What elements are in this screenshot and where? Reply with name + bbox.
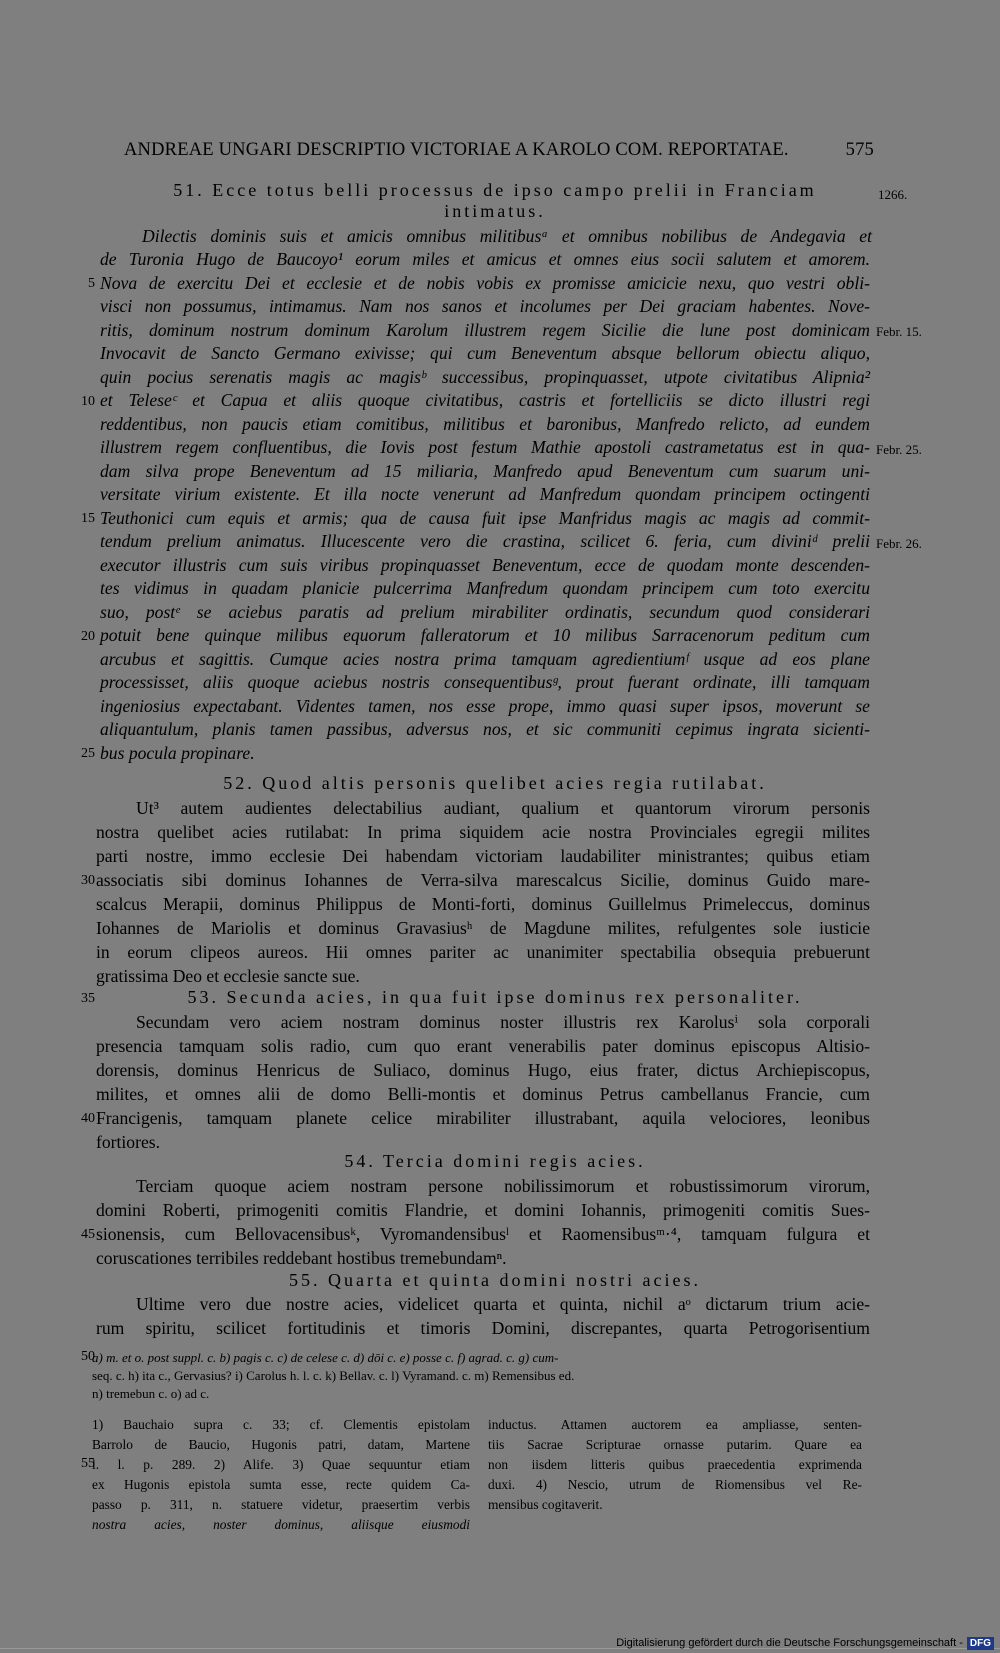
line-number: 50 xyxy=(81,1349,95,1364)
text-line: tes vidimus in quadam planicie pulcerrima Manfredum quondam principem cum toto exercitu xyxy=(100,578,870,598)
line-number: 25 xyxy=(81,746,95,761)
text-line: Iohannes de Mariolis et dominus Gravasiusʰ de Magdune milites, refulgentes sole iusticie xyxy=(96,918,870,938)
text-line: Dilectis dominis suis et amicis omnibus militibusᵃ et omnibus nobilibus de Andegavia et xyxy=(142,226,872,246)
line-number: 10 xyxy=(81,394,95,409)
text-line: ingeniosius expectabant. Videntes tamen, nos esse prope, immo quasi super ipsos, moverunt se xyxy=(100,696,870,716)
year-margin-note: 1266. xyxy=(878,187,908,202)
page-number: 575 xyxy=(845,140,874,160)
text-line: scalcus Merapii, dominus Philippus de Monti-forti, dominus Guillelmus Primeleccus, dominus xyxy=(96,894,870,914)
text-line: Ultime vero due nostre acies, videlicet quarta et quinta, nichil aᵒ dictarum trium acie- xyxy=(136,1294,870,1314)
text-line: parti nostre, immo ecclesie Dei habendam victoriam laudabiliter ministrantes; quibus etiam xyxy=(96,846,870,866)
line-number: 30 xyxy=(81,873,95,888)
section-heading-54: 54. Tercia domini regis acies. xyxy=(344,1151,646,1171)
footnote-line: mensibus cogitaverit. xyxy=(488,1497,603,1512)
text-line: fortiores. xyxy=(96,1132,161,1152)
text-line: coruscationes terribiles reddebant hostibus tremebundamⁿ. xyxy=(96,1248,507,1268)
footnote-line: l. l. p. 289. 2) Alife. 3) Quae sequuntur etiam xyxy=(92,1457,470,1472)
section-heading-52: 52. Quod altis personis quelibet acies regia rutilabat. xyxy=(223,773,767,793)
line-number: 35 xyxy=(81,991,95,1006)
text-line: tendum prelium animatus. Illucescente vero die crastina, scilicet 6. feria, cum diviniᵈ prelii xyxy=(100,531,870,551)
text-line: suo, postᵉ se aciebus paratis ad prelium mirabiliter ordinatis, secundum quod considerari xyxy=(100,602,870,622)
section-heading-51: 51. Ecce totus belli processus de ipso campo prelii in Franciam xyxy=(173,180,817,200)
line-number: 55 xyxy=(81,1456,95,1471)
text-line: executor illustris cum suis viribus propinquasset Beneventum, ecce de quodam monte descenden- xyxy=(100,555,870,575)
text-line: arcubus et sagittis. Cumque acies nostra prima tamquam agredientiumᶠ usque ad eos plane xyxy=(100,649,870,669)
footnote-line: non iisdem litteris quibus praecedentia exprimenda xyxy=(488,1457,862,1472)
text-line: Francigenis, tamquam planete celice mirabiliter illustrabant, aquila velociores, leonibus xyxy=(96,1108,870,1128)
variant-apparatus-line: n) tremebun c. o) ad c. xyxy=(92,1386,210,1401)
running-title: ANDREAE UNGARI DESCRIPTIO VICTORIAE A KAROLO COM. REPORTATAE. xyxy=(124,140,789,160)
line-number: 5 xyxy=(88,276,95,291)
footnote-line: 1) Bauchaio supra c. 33; cf. Clementis epistolam xyxy=(92,1417,470,1432)
section-heading-55: 55. Quarta et quinta domini nostri acies. xyxy=(289,1270,701,1290)
text-line: Invocavit de Sancto Germano exivisse; qui cum Beneventum absque bellorum obiectu aliquo, xyxy=(100,343,870,363)
date-margin-note: Febr. 26. xyxy=(876,536,922,551)
running-header xyxy=(124,140,874,161)
section-heading-53: 53. Secunda acies, in qua fuit ipse dominus rex personaliter. xyxy=(187,987,803,1007)
text-line: milites, et omnes alii de domo Belli-montis et dominus Petrus cambellanus Francie, cum xyxy=(96,1084,870,1104)
funding-note xyxy=(616,1637,994,1650)
footnote-line: inductus. Attamen auctorem ea ampliasse, senten- xyxy=(488,1417,862,1432)
dfg-logo: DFG xyxy=(967,1637,994,1650)
text-line: Nova de exercitu Dei et ecclesie et de nobis vobis ex promisse amicicie nexu, quo vestri obli- xyxy=(100,273,870,293)
text-line: Ut³ autem audientes delectabilius audiant, qualium et quantorum virorum personis xyxy=(136,798,870,818)
footnote-line: ex Hugonis epistola sumta esse, recte quidem Ca- xyxy=(92,1477,470,1492)
text-line: rum spiritu, scilicet fortitudinis et timoris Domini, discrepantes, quarta Petrogorisentium xyxy=(96,1318,870,1338)
text-line: bus pocula propinare. xyxy=(100,743,255,763)
text-line: versitate virium existente. Et illa nocte venerunt ad Manfredum quondam principem octingenti xyxy=(100,484,870,504)
footnote-line: duxi. 4) Nescio, utrum de Riomensibus vel Re- xyxy=(488,1477,862,1492)
text-line: reddentibus, non paucis etiam comitibus, militibus et baronibus, Manfredo relicto, ad eundem xyxy=(100,414,870,434)
section-heading-51-cont: intimatus. xyxy=(444,201,546,221)
variant-apparatus-line: seq. c. h) ita c., Gervasius? i) Carolus h. l. c. k) Bellav. c. l) Vyramand. c. m) Remensibus ed. xyxy=(92,1368,575,1383)
text-line: Teuthonici cum equis et armis; qua de causa fuit ipse Manfridus magis ac magis ad commit- xyxy=(100,508,870,528)
text-line: sionensis, cum Bellovacensibusᵏ, Vyromandensibusˡ et Raomensibusᵐ·⁴, tamquam fulgura et xyxy=(96,1224,870,1244)
line-number: 15 xyxy=(81,511,95,526)
text-line: aliquantulum, planis tamen passibus, adversus nos, et sic communiti cepimus ingrata sicienti- xyxy=(100,719,870,739)
funding-note-text: Digitalisierung gefördert durch die Deutsche Forschungsgemeinschaft - xyxy=(616,1637,963,1649)
text-line: illustrem regem confluentibus, die Iovis post festum Mathie apostoli castrametatus est in qua- xyxy=(100,437,870,457)
text-line: domini Roberti, primogeniti comitis Flandrie, et domini Iohannis, primogeniti comitis Sues- xyxy=(96,1200,870,1220)
line-number: 20 xyxy=(81,629,95,644)
text-line: gratissima Deo et ecclesie sancte sue. xyxy=(96,966,360,986)
text-line: quin pocius serenatis magis ac magisᵇ successibus, propinquasset, utpote civitatibus Alipnia² xyxy=(100,367,870,387)
line-number: 45 xyxy=(81,1227,95,1242)
text-line: associatis sibi dominus Iohannes de Verra-silva marescalcus Sicilie, dominus Guido mare- xyxy=(96,870,870,890)
date-margin-note: Febr. 15. xyxy=(876,324,922,339)
footnote-line: passo p. 311, n. statuere videtur, praesertim verbis xyxy=(92,1497,470,1512)
footnote-line: tiis Sacrae Scripturae ornasse putarim. Quare ea xyxy=(488,1437,862,1452)
text-line: nostra quelibet acies rutilabat: In prima siquidem acie nostra Provinciales egregii milites xyxy=(96,822,870,842)
text-line: in eorum clipeos aureos. Hii omnes pariter ac unanimiter spectabilia obsequia prebuerunt xyxy=(96,942,870,962)
text-line: presencia tamquam solis radio, cum quo erant venerabilis pater dominus episcopus Altisio- xyxy=(96,1036,870,1056)
text-line: et Teleseᶜ et Capua et aliis quoque civitatibus, castris et fortelliciis se dicto illustri regi xyxy=(100,390,870,410)
text-line: Terciam quoque aciem nostram persone nobilissimorum et robustissimorum virorum, xyxy=(136,1176,870,1196)
text-line: de Turonia Hugo de Baucoyo¹ eorum miles et amicus et omnes eius socii salutem et amorem. xyxy=(100,249,870,269)
text-line: dam silva prope Beneventum ad 15 miliaria, Manfredo apud Beneventum cum suarum uni- xyxy=(100,461,870,481)
text-line: dorensis, dominus Henricus de Suliaco, dominus Hugo, eius frater, dictus Archiepiscopus, xyxy=(96,1060,870,1080)
text-line: ritis, dominum nostrum dominum Karolum illustrem regem Sicilie die lune post dominicam xyxy=(100,320,870,340)
variant-apparatus-line: a) m. et o. post suppl. c. b) pagis c. c) de celese c. d) dōi c. e) posse c. f) agrad. c. g) cum- xyxy=(92,1350,559,1365)
text-line: visci non possumus, intimamus. Nam nos sanos et incolumes per Dei graciam habentes. Nove- xyxy=(100,296,870,316)
footnote-line: nostra acies, noster dominus, aliisque eiusmodi xyxy=(92,1517,470,1532)
text-line: processisset, aliis quoque aciebus nostris consequentibusᵍ, prout fuerant ordinate, illi tamquam xyxy=(100,672,870,692)
date-margin-note: Febr. 25. xyxy=(876,442,922,457)
text-line: potuit bene quinque milibus equorum falleratorum et 10 milibus Sarracenorum peditum cum xyxy=(100,625,870,645)
text-line: Secundam vero aciem nostram dominus noster illustris rex Karolusⁱ sola corporali xyxy=(136,1012,870,1032)
footnote-line: Barrolo de Baucio, Hugonis patri, datam, Martene xyxy=(92,1437,470,1452)
line-number: 40 xyxy=(81,1111,95,1126)
